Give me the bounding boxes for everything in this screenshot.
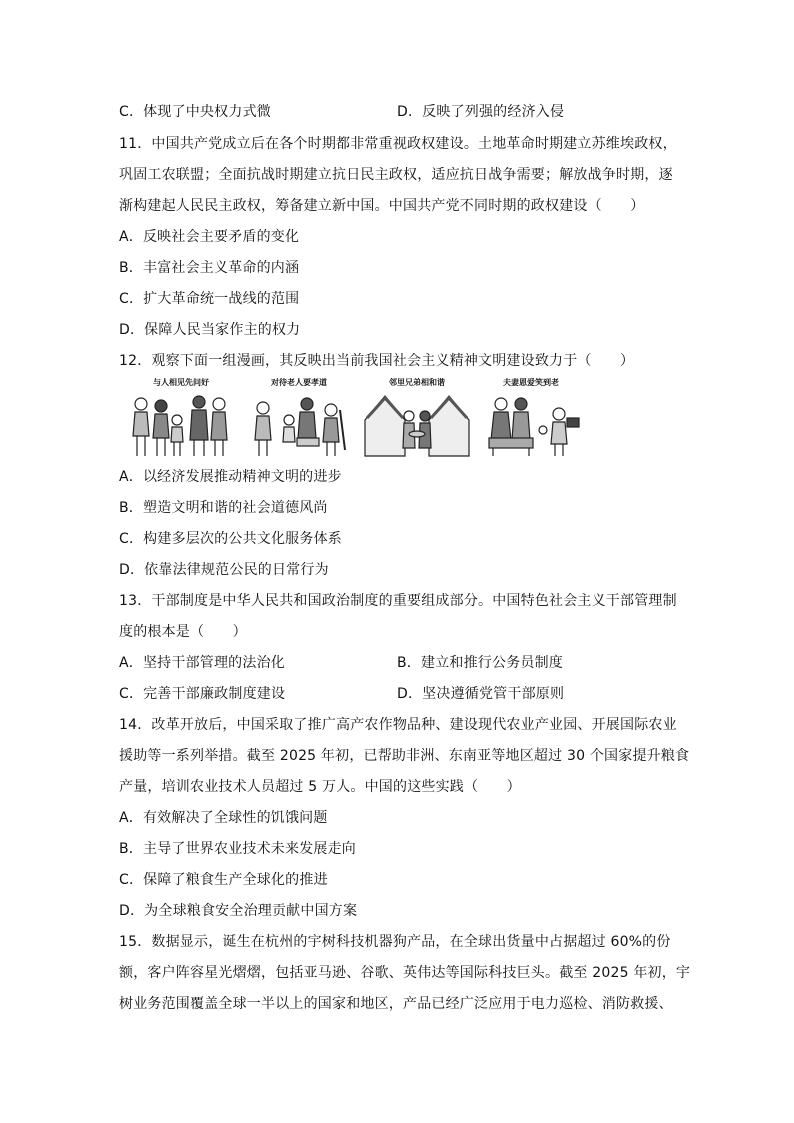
comic-panel-filial	[245, 378, 353, 460]
q15-stem-line-1: 15．数据显示，诞生在杭州的宇树科技机器狗产品，在全球出货量中占据超过 60%的份	[119, 934, 671, 950]
comic-illustration	[245, 390, 353, 460]
q14-stem-line-1: 14．改革开放后，中国采取了推广高产农作物品种、建设现代农业产业园、开展国际农业	[119, 717, 677, 733]
q12-stem-line-1: 12．观察下面一组漫画，其反映出当前我国社会主义精神文明建设致力于（ ）	[119, 353, 635, 369]
q14-option-c: C．保障了粮食生产全球化的推进	[119, 872, 328, 888]
q11-option-a: A．反映社会主要矛盾的变化	[119, 229, 300, 245]
q11-option-b: B．丰富社会主义革命的内涵	[119, 260, 300, 276]
comic-caption: 邻里兄弟相和谐	[389, 378, 445, 387]
q15-stem-line-2: 额，客户阵容星光熠熠，包括亚马逊、谷歌、英伟达等国际科技巨头。截至 2025 年初，宇	[119, 965, 691, 981]
q13-option-d: D．坚决遵循党管干部原则	[397, 686, 565, 702]
comic-illustration	[127, 390, 235, 460]
comic-strip	[127, 378, 585, 460]
q10-option-d: D．反映了列强的经济入侵	[397, 104, 565, 120]
q12-option-d: D．依靠法律规范公民的日常行为	[119, 562, 329, 578]
q13-stem-line-2: 度的根本是（ ）	[119, 624, 247, 640]
q13-option-c: C．完善干部廉政制度建设	[119, 686, 286, 702]
q11-stem-line-1: 11．中国共产党成立后在各个时期都非常重视政权建设。土地革命时期建立苏维埃政权，	[119, 136, 677, 152]
q10-option-c: C．体现了中央权力式微	[119, 104, 271, 120]
q13-option-a: A．坚持干部管理的法治化	[119, 655, 285, 671]
q13-option-b: B．建立和推行公务员制度	[397, 655, 564, 671]
q14-option-d: D．为全球粮食安全治理贡献中国方案	[119, 903, 358, 919]
q11-option-c: C．扩大革命统一战线的范围	[119, 291, 300, 307]
q12-option-a: A．以经济发展推动精神文明的进步	[119, 469, 342, 485]
comic-illustration	[363, 390, 471, 460]
q12-option-c: C．构建多层次的公共文化服务体系	[119, 531, 342, 547]
q15-stem-line-3: 树业务范围覆盖全球一半以上的国家和地区，产品已经广泛应用于电力巡检、消防救援、	[119, 996, 673, 1012]
comic-caption: 对待老人要孝道	[271, 378, 327, 387]
q12-option-b: B．塑造文明和谐的社会道德风尚	[119, 500, 328, 516]
q14-option-b: B．主导了世界农业技术未来发展走向	[119, 841, 357, 857]
comic-panel-neighbors	[363, 378, 471, 460]
q11-option-d: D．保障人民当家作主的权力	[119, 322, 301, 338]
q13-stem-line-1: 13．干部制度是中华人民共和国政治制度的重要组成部分。中国特色社会主义干部管理制	[119, 593, 677, 609]
q11-stem-line-3: 渐构建起人民民主政权，筹备建立新中国。中国共产党不同时期的政权建设（ ）	[119, 198, 645, 214]
q14-stem-line-2: 援助等一系列举措。截至 2025 年初，已帮助非洲、东南亚等地区超过 30 个国家提升粮食	[119, 748, 690, 764]
comic-panel-couple	[477, 378, 585, 460]
comic-panel-greeting	[127, 378, 235, 460]
q14-option-a: A．有效解决了全球性的饥饿问题	[119, 810, 328, 826]
comic-illustration	[477, 390, 585, 460]
q14-stem-line-3: 产量，培训农业技术人员超过 5 万人。中国的这些实践（ ）	[119, 779, 521, 795]
comic-caption: 与人相见先问好	[153, 378, 209, 387]
q11-stem-line-2: 巩固工农联盟；全面抗战时期建立抗日民主政权，适应抗日战争需要；解放战争时期，逐	[119, 167, 673, 183]
comic-caption: 夫妻恩爱笑到老	[503, 378, 559, 387]
